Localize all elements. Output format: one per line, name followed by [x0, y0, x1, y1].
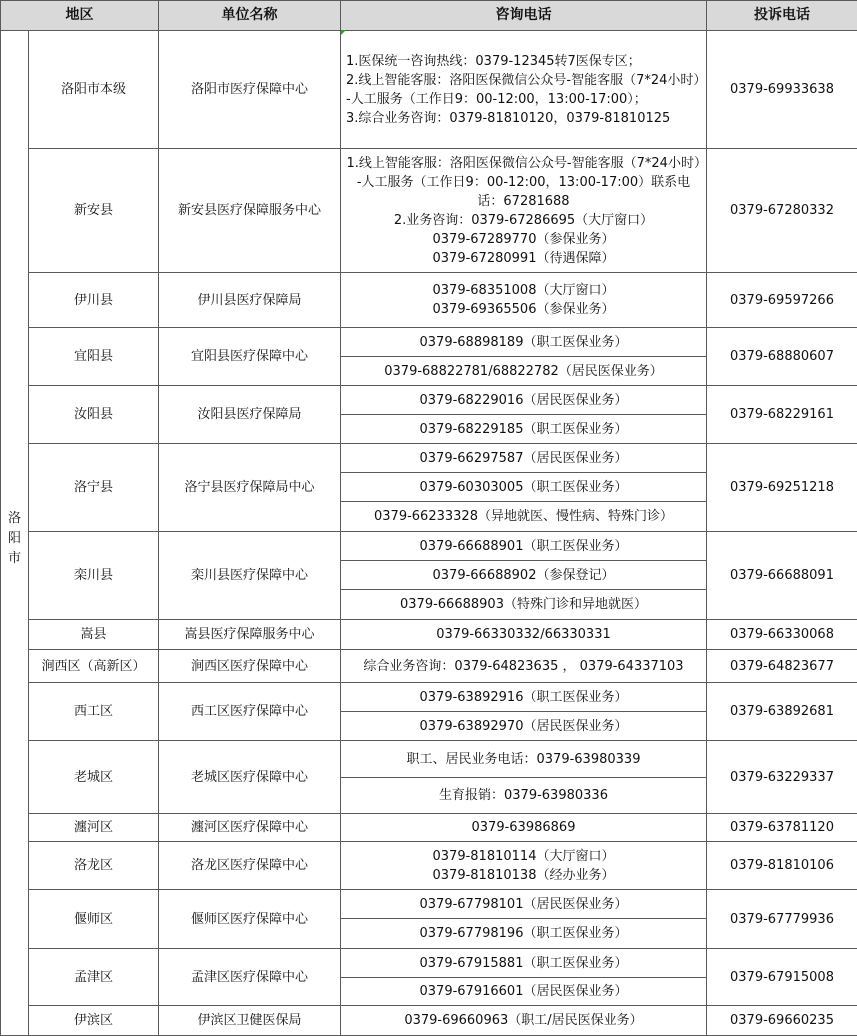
region-cell: 嵩县 — [29, 620, 159, 650]
table-row — [1, 386, 857, 415]
complaint-cell: 0379-67915008 — [707, 949, 857, 1006]
consult-line: 0379-69660963（职工/居民医保业务） — [346, 1011, 701, 1030]
consult-line: 综合业务咨询：0379-64823635 ， 0379-64337103 — [346, 657, 701, 676]
complaint-cell: 0379-69251218 — [707, 444, 857, 532]
consult-line: 0379-63986869 — [346, 818, 701, 837]
consult-line: 0379-68822781/68822782（居民医保业务） — [346, 362, 701, 381]
unit-cell: 洛宁县医疗保障局中心 — [159, 444, 341, 532]
consult-cell — [341, 712, 707, 741]
table-row — [1, 949, 857, 978]
consult-cell — [341, 444, 707, 473]
unit-cell: 洛阳市医疗保障中心 — [159, 31, 341, 149]
region-cell: 新安县 — [29, 149, 159, 273]
table-row — [1, 741, 857, 778]
consult-line: 0379-66688901（职工医保业务） — [346, 537, 701, 556]
consult-line: 3.综合业务咨询：0379-81810120，0379-81810125 — [346, 109, 701, 128]
consult-cell — [341, 532, 707, 561]
header-row — [1, 1, 857, 31]
table-row — [1, 1006, 857, 1036]
region-cell: 孟津区 — [29, 949, 159, 1006]
table-row — [1, 149, 857, 273]
complaint-cell: 0379-63892681 — [707, 683, 857, 741]
complaint-cell: 0379-63229337 — [707, 741, 857, 814]
header-region: 地区 — [1, 1, 159, 31]
table-row — [1, 683, 857, 712]
consult-cell — [341, 978, 707, 1006]
consult-cell — [341, 31, 707, 149]
region-cell: 洛宁县 — [29, 444, 159, 532]
consult-cell — [341, 778, 707, 814]
table-body — [1, 31, 857, 1036]
consult-line: 0379-69365506（参保业务） — [346, 300, 701, 319]
header-complaint: 投诉电话 — [707, 1, 857, 31]
unit-cell: 西工区医疗保障中心 — [159, 683, 341, 741]
unit-cell: 偃师区医疗保障中心 — [159, 890, 341, 949]
consult-cell — [341, 683, 707, 712]
consult-line: 0379-67798196（职工医保业务） — [346, 924, 701, 943]
city-cell — [1, 31, 29, 1036]
region-cell: 西工区 — [29, 683, 159, 741]
consult-line: 2.业务咨询：0379-67286695（大厅窗口） — [346, 211, 701, 230]
consult-line: 0379-67798101（居民医保业务） — [346, 895, 701, 914]
consult-cell — [341, 273, 707, 328]
region-cell: 老城区 — [29, 741, 159, 814]
unit-cell: 汝阳县医疗保障局 — [159, 386, 341, 444]
consult-cell — [341, 741, 707, 778]
consult-cell — [341, 949, 707, 978]
unit-cell: 涧西区医疗保障中心 — [159, 650, 341, 683]
consult-line: 生育报销：0379-63980336 — [346, 786, 701, 805]
header-unit: 单位名称 — [159, 1, 341, 31]
city-char: 洛 — [1, 509, 28, 529]
unit-cell: 孟津区医疗保障中心 — [159, 949, 341, 1006]
complaint-cell: 0379-69660235 — [707, 1006, 857, 1036]
complaint-cell: 0379-64823677 — [707, 650, 857, 683]
complaint-cell: 0379-67779936 — [707, 890, 857, 949]
consult-line: 1.线上智能客服：洛阳医保微信公众号-智能客服（7*24小时）-人工服务（工作日9：00-12:00，13:00-17:00）联系电话：67281688 — [346, 154, 701, 211]
region-cell: 栾川县 — [29, 532, 159, 620]
table-row — [1, 620, 857, 650]
consult-cell — [341, 149, 707, 273]
unit-cell: 栾川县医疗保障中心 — [159, 532, 341, 620]
consult-cell — [341, 620, 707, 650]
complaint-cell: 0379-67280332 — [707, 149, 857, 273]
consult-cell — [341, 1006, 707, 1036]
unit-cell: 伊川县医疗保障局 — [159, 273, 341, 328]
consult-line: 0379-68229016（居民医保业务） — [346, 391, 701, 410]
consult-cell — [341, 919, 707, 949]
unit-cell: 新安县医疗保障服务中心 — [159, 149, 341, 273]
consult-line: 0379-66688903（特殊门诊和异地就医） — [346, 595, 701, 614]
city-char: 市 — [1, 549, 28, 569]
consult-line: 0379-67915881（职工医保业务） — [346, 954, 701, 973]
table-row — [1, 273, 857, 328]
consult-line: 0379-81810114（大厅窗口） — [346, 847, 701, 866]
consult-cell — [341, 890, 707, 919]
city-char: 阳 — [1, 529, 28, 549]
region-cell: 洛阳市本级 — [29, 31, 159, 149]
consult-line: 0379-66330332/66330331 — [346, 625, 701, 644]
consult-line: 0379-67916601（居民医保业务） — [346, 982, 701, 1001]
unit-cell: 宜阳县医疗保障中心 — [159, 328, 341, 386]
region-cell: 偃师区 — [29, 890, 159, 949]
consult-cell — [341, 561, 707, 590]
consult-line: 0379-66233328（异地就医、慢性病、特殊门诊） — [346, 507, 701, 526]
consult-cell — [341, 386, 707, 415]
table-row — [1, 842, 857, 890]
consult-cell — [341, 590, 707, 620]
region-cell: 洛龙区 — [29, 842, 159, 890]
consult-line: 0379-60303005（职工医保业务） — [346, 478, 701, 497]
complaint-cell: 0379-68880607 — [707, 328, 857, 386]
region-cell: 汝阳县 — [29, 386, 159, 444]
unit-cell: 伊滨区卫健医保局 — [159, 1006, 341, 1036]
table-row — [1, 532, 857, 561]
consult-cell — [341, 328, 707, 357]
complaint-cell: 0379-69933638 — [707, 31, 857, 149]
consult-line: 职工、居民业务电话：0379-63980339 — [346, 750, 701, 769]
consult-line: 0379-68229185（职工医保业务） — [346, 420, 701, 439]
consult-cell — [341, 842, 707, 890]
table-row — [1, 814, 857, 842]
region-cell: 瀍河区 — [29, 814, 159, 842]
unit-cell: 嵩县医疗保障服务中心 — [159, 620, 341, 650]
complaint-cell: 0379-66330068 — [707, 620, 857, 650]
header-consult: 咨询电话 — [341, 1, 707, 31]
consult-line: 0379-81810138（经办业务） — [346, 866, 701, 885]
complaint-cell: 0379-81810106 — [707, 842, 857, 890]
consult-cell — [341, 473, 707, 502]
consult-line: 0379-67289770（参保业务） — [346, 230, 701, 249]
complaint-cell: 0379-69597266 — [707, 273, 857, 328]
consult-line: 0379-66688902（参保登记） — [346, 566, 701, 585]
region-cell: 伊滨区 — [29, 1006, 159, 1036]
unit-cell: 洛龙区医疗保障中心 — [159, 842, 341, 890]
complaint-cell: 0379-66688091 — [707, 532, 857, 620]
consult-line: 0379-63892970（居民医保业务） — [346, 717, 701, 736]
region-cell: 涧西区（高新区） — [29, 650, 159, 683]
region-cell: 伊川县 — [29, 273, 159, 328]
unit-cell: 瀍河区医疗保障中心 — [159, 814, 341, 842]
unit-cell: 老城区医疗保障中心 — [159, 741, 341, 814]
consult-cell — [341, 814, 707, 842]
consult-line: 0379-66297587（居民医保业务） — [346, 449, 701, 468]
consult-line: 2.线上智能客服：洛阳医保微信公众号-智能客服（7*24小时）-人工服务（工作日9：00-12:00，13:00-17:00）； — [346, 71, 701, 109]
consult-cell — [341, 357, 707, 386]
consult-cell — [341, 502, 707, 532]
region-cell: 宜阳县 — [29, 328, 159, 386]
complaint-cell: 0379-68229161 — [707, 386, 857, 444]
consult-line: 0379-67280991（待遇保障） — [346, 249, 701, 268]
consult-cell — [341, 415, 707, 444]
table-row — [1, 328, 857, 357]
complaint-cell: 0379-63781120 — [707, 814, 857, 842]
table-row — [1, 650, 857, 683]
consult-line: 0379-68351008（大厅窗口） — [346, 281, 701, 300]
table-row — [1, 31, 857, 149]
consult-line: 1.医保统一咨询热线：0379-12345转7医保专区； — [346, 52, 701, 71]
consult-line: 0379-68898189（职工医保业务） — [346, 333, 701, 352]
consult-line: 0379-63892916（职工医保业务） — [346, 688, 701, 707]
consult-cell — [341, 650, 707, 683]
table-row — [1, 890, 857, 919]
table-row — [1, 444, 857, 473]
cell-comment-marker — [341, 30, 346, 35]
